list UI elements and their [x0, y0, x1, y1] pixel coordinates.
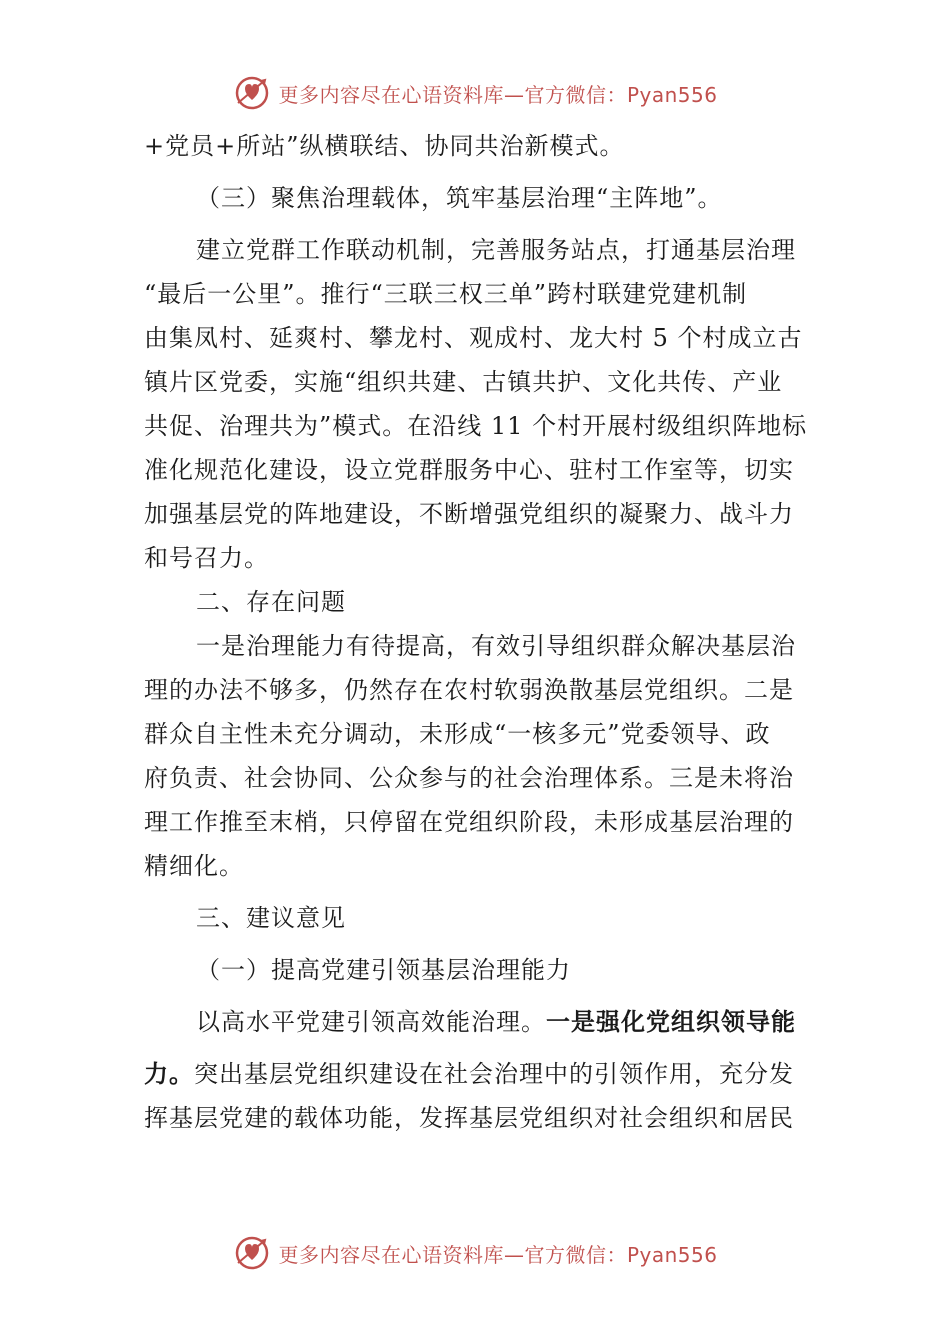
paragraph-line: 一是治理能力有待提高，有效引导组织群众解决基层治: [196, 632, 796, 660]
paragraph-line: 群众自主性未充分调动，未形成“一核多元”党委领导、政: [144, 720, 771, 748]
heart-logo-icon: [232, 1233, 272, 1273]
section-heading-suggestions: 三、建议意见: [196, 904, 346, 932]
paragraph-line: 镇片区党委，实施“组织共建、古镇共护、文化共传、产业: [144, 368, 783, 396]
footer-watermark: [0, 1233, 950, 1273]
paragraph-line: 府负责、社会协同、公众参与的社会治理体系。三是未将治: [144, 764, 794, 792]
paragraph-line: 和号召力。: [144, 544, 269, 572]
paragraph-line: 准化规范化建设，设立党群服务中心、驻村工作室等，切实: [144, 456, 794, 484]
bold-emphasis: 力。: [144, 1060, 194, 1088]
paragraph-line: 理工作推至末梢，只停留在党组织阶段，未形成基层治理的: [144, 808, 794, 836]
paragraph-text: 以高水平党建引领高效能治理。: [196, 1008, 546, 1036]
header-watermark: [0, 73, 950, 113]
paragraph-line: 建立党群工作联动机制，完善服务站点，打通基层治理: [196, 236, 796, 264]
subsection-heading-1: （一）提高党建引领基层治理能力: [196, 956, 571, 984]
paragraph-line: [144, 1052, 810, 1096]
paragraph-line: 共促、治理共为”模式。在沿线 11 个村开展村级组织阵地标: [144, 412, 808, 440]
paragraph-line: 理的办法不够多，仍然存在农村软弱涣散基层党组织。二是: [144, 676, 794, 704]
section-heading-3: （三）聚焦治理载体，筑牢基层治理“主阵地”。: [196, 184, 723, 212]
section-heading-problems: 二、存在问题: [196, 588, 346, 616]
heart-logo-icon: [232, 73, 272, 113]
paragraph-line: 加强基层党的阵地建设，不断增强党组织的凝聚力、战斗力: [144, 500, 794, 528]
paragraph-line: “最后一公里”。推行“三联三权三单”跨村联建党建机制: [144, 280, 748, 308]
watermark-text: 更多内容尽在心语资料库—官方微信：Pyan556: [278, 1242, 718, 1267]
watermark-text: 更多内容尽在心语资料库—官方微信：Pyan556: [278, 82, 718, 107]
paragraph-line: 由集凤村、延爽村、攀龙村、观成村、龙大村 5 个村成立古: [144, 324, 803, 352]
paragraph-line: 挥基层党建的载体功能，发挥基层党组织对社会组织和居民: [144, 1104, 794, 1132]
paragraph-text: 突出基层党组织建设在社会治理中的引领作用，充分发: [194, 1060, 794, 1088]
paragraph-line: 精细化。: [144, 852, 244, 880]
paragraph-line: +党员+所站”纵横联结、协同共治新模式。: [144, 132, 625, 160]
bold-emphasis: 一是强化党组织领导能: [546, 1008, 796, 1036]
document-body: [144, 124, 810, 1140]
paragraph-line: [144, 1000, 810, 1044]
